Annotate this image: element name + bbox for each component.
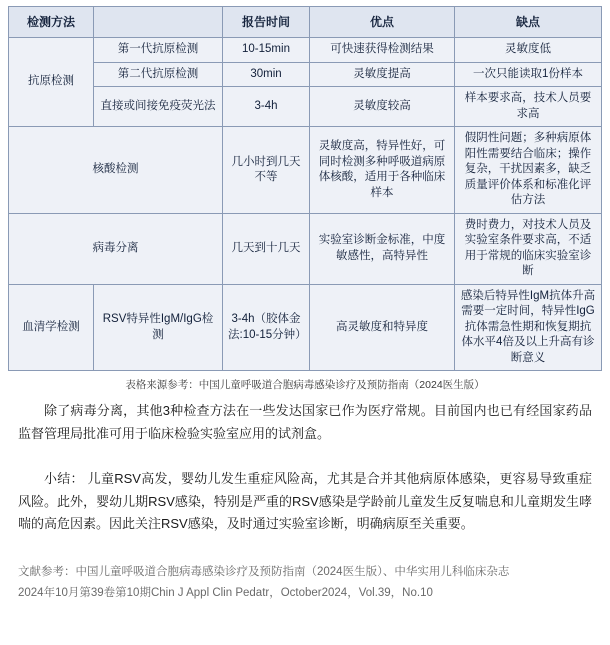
references-footer: [18, 562, 592, 605]
cell-cons: 灵敏度低: [455, 38, 602, 63]
row-category-serology: 血清学检测: [9, 284, 94, 371]
table-row: [9, 284, 602, 371]
cell-cons: 费时费力，对技术人员及实验室条件要求高，不适用于常规的临床实验室诊断: [455, 213, 602, 284]
cell-method: 直接或间接免疫荧光法: [94, 87, 223, 127]
paragraph-summary: 小结： 儿童RSV高发，婴幼儿发生重症风险高，尤其是合并其他病原体感染，更容易导致重症风险。此外，婴幼儿期RSV感染，特别是严重的RSV感染是学龄前儿童发生反复喘息和儿童期发生哮喘的高危因素。因此关注RSV感染，及时通过实验室诊断，明确病原至关重要。: [18, 470, 592, 532]
header-label: 检测方法: [26, 15, 75, 29]
cell-method: 第一代抗原检测: [94, 38, 223, 63]
cell-cons: 样本要求高，技术人员要求高: [455, 87, 602, 127]
cell-pros: 可快速获得检测结果: [310, 38, 455, 63]
reference-line-1: 文献参考：中国儿童呼吸道合胞病毒感染诊疗及预防指南（2024医生版）、中华实用儿科临床杂志: [18, 566, 510, 579]
paragraph-clinical-routine: 除了病毒分离，其他3种检查方法在一些发达国家已作为医疗常规。目前国内也已有经国家药品监督管理局批准可用于临床检验实验室应用的试剂盒。: [18, 403, 592, 442]
table-source-note: 表格来源参考：中国儿童呼吸道合胞病毒感染诊疗及预防指南（2024医生版）: [125, 379, 485, 392]
cell-pros: 高灵敏度和特异度: [310, 284, 455, 371]
table-row: [9, 87, 602, 127]
cell-method: RSV特异性IgM/IgG检测: [94, 284, 223, 371]
row-category-antigen: 抗原检测: [9, 38, 94, 127]
reference-line-2: 2024年10月第39卷第10期Chin J Appl Clin Pedatr，October2024，Vol.39，No.10: [18, 587, 433, 600]
cell-report-time: 3-4h: [223, 87, 310, 127]
cell-method: 第二代抗原检测: [94, 62, 223, 87]
column-header-cons: 缺点: [455, 7, 602, 38]
cell-report-time: 30min: [223, 62, 310, 87]
table-row: [9, 38, 602, 63]
row-category-virus-isolation: 病毒分离: [9, 213, 223, 284]
table-row: [9, 213, 602, 284]
cell-cons: 假阴性问题；多种病原体阳性需要结合临床；操作复杂，干扰因素多，缺乏质量评价体系和标准化评估方法: [455, 127, 602, 214]
cell-report-time: 10-15min: [223, 38, 310, 63]
column-header-method-category: [9, 7, 94, 38]
cell-cons: 一次只能读取1份样本: [455, 62, 602, 87]
cell-report-time: 3-4h（胶体金法:10-15分钟）: [223, 284, 310, 371]
detection-methods-table: [8, 6, 602, 371]
cell-report-time: 几天到十几天: [223, 213, 310, 284]
row-category-nucleic-acid: 核酸检测: [9, 127, 223, 214]
column-header-pros: 优点: [310, 7, 455, 38]
cell-cons: 感染后特异性IgM抗体升高需要一定时间，特异性IgG抗体需急性期和恢复期抗体水平4倍及以上升高有诊断意义: [455, 284, 602, 371]
table-body: [9, 38, 602, 371]
column-header-report-time: 报告时间: [223, 7, 310, 38]
cell-pros: 灵敏度高，特异性好，可同时检测多种呼吸道病原体核酸，适用于各种临床样本: [310, 127, 455, 214]
table-row: [9, 62, 602, 87]
cell-pros: 实验室诊断金标准，中度敏感性，高特异性: [310, 213, 455, 284]
cell-pros: 灵敏度较高: [310, 87, 455, 127]
column-header-method: [94, 7, 223, 38]
table-header: [9, 7, 602, 38]
cell-report-time: 几小时到几天不等: [223, 127, 310, 214]
cell-pros: 灵敏度提高: [310, 62, 455, 87]
table-row: [9, 127, 602, 214]
table-header-row: [9, 7, 602, 38]
